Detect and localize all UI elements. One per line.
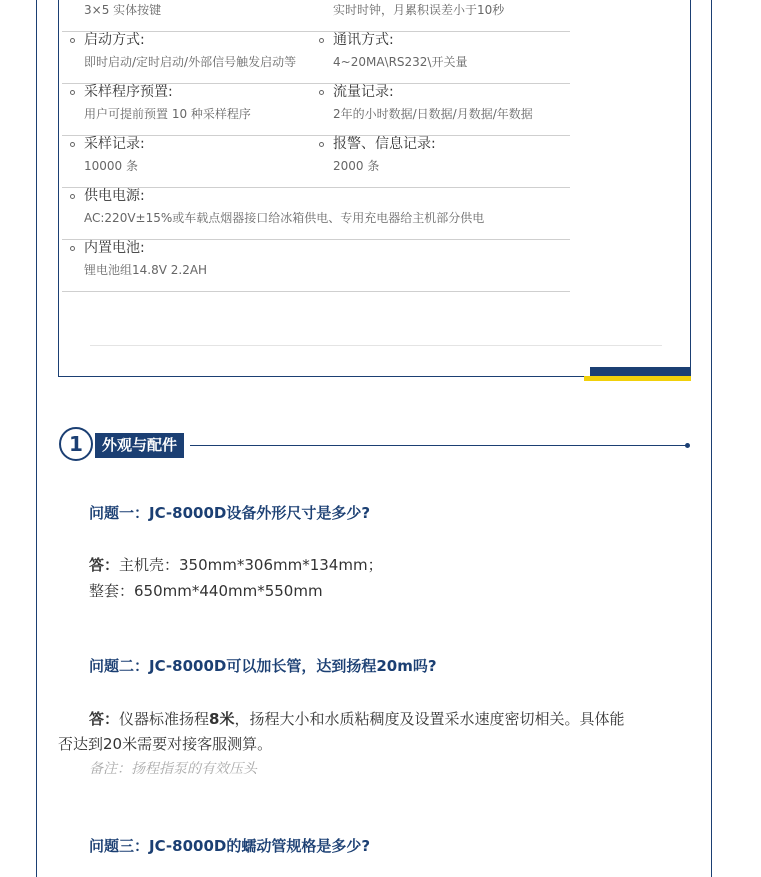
bullet-icon [70, 38, 75, 43]
spec-row [62, 31, 570, 84]
spec-row [62, 187, 570, 240]
spec-label: 内置电池: [84, 240, 145, 256]
spec-value: 实时时钟，月累积误差小于10秒 [333, 3, 505, 17]
question-2: 问题二：JC-8000D可以加长管，达到扬程20m吗? [89, 657, 437, 675]
spec-value: 即时启动/定时启动/外部信号触发启动等 [84, 55, 297, 69]
bullet-icon [70, 246, 75, 251]
question-1: 问题一：JC-8000D设备外形尺寸是多少? [89, 504, 371, 522]
spec-label: 流量记录: [333, 84, 394, 100]
spec-row [62, 135, 570, 188]
spec-value: 用户可提前预置 10 种采样程序 [84, 107, 251, 121]
spec-label: 启动方式: [84, 32, 145, 48]
spec-value: 4~20MA\RS232\开关量 [333, 55, 468, 69]
spec-row [62, 0, 570, 32]
question-3: 问题三：JC-8000D的蠕动管规格是多少? [89, 837, 371, 855]
spec-value: 2年的小时数据/日数据/月数据/年数据 [333, 107, 533, 121]
answer-label: 答： [89, 556, 120, 574]
bullet-icon [319, 90, 324, 95]
section-divider-dot [685, 443, 690, 448]
spec-value: 3×5 实体按键 [84, 3, 162, 17]
spec-row [62, 83, 570, 136]
spec-label: 供电电源: [84, 188, 145, 204]
divider [90, 345, 662, 346]
bullet-icon [70, 194, 75, 199]
bullet-icon [319, 38, 324, 43]
bullet-icon [70, 142, 75, 147]
answer-1-line-2: 整套：650mm*440mm*550mm [89, 582, 323, 600]
answer-text: 仪器标准扬程 [119, 710, 210, 728]
answer-label: 答： [89, 710, 120, 728]
answer-1-line-1 [89, 555, 383, 575]
bullet-icon [70, 90, 75, 95]
answer-2-line-2: 否达到20米需要对接客服测算。 [58, 735, 273, 753]
spec-value: AC:220V±15%或车载点烟器接口给冰箱供电、专用充电器给主机部分供电 [84, 211, 485, 225]
spec-label: 报警、信息记录: [333, 136, 436, 152]
section-title: 外观与配件 [95, 433, 184, 458]
answer-text: ，扬程大小和水质粘稠度及设置采水速度密切相关。具体能 [234, 710, 625, 728]
spec-label: 通讯方式: [333, 32, 394, 48]
section-divider [190, 445, 687, 446]
spec-value: 10000 条 [84, 159, 138, 173]
corner-accent-yellow [584, 376, 691, 381]
bullet-icon [319, 142, 324, 147]
answer-bold-value: 8米 [209, 710, 235, 728]
spec-label: 采样程序预置: [84, 84, 173, 100]
spec-row [62, 239, 570, 292]
corner-accent [590, 367, 691, 376]
answer-2-line-1 [89, 709, 624, 729]
spec-value: 2000 条 [333, 159, 380, 173]
section-number-badge: 1 [59, 427, 93, 461]
spec-value: 锂电池组14.8V 2.2AH [84, 263, 208, 277]
answer-note: 备注：扬程指泵的有效压头 [89, 761, 257, 777]
spec-label: 采样记录: [84, 136, 145, 152]
answer-text: 主机壳：350mm*306mm*134mm； [119, 556, 383, 574]
